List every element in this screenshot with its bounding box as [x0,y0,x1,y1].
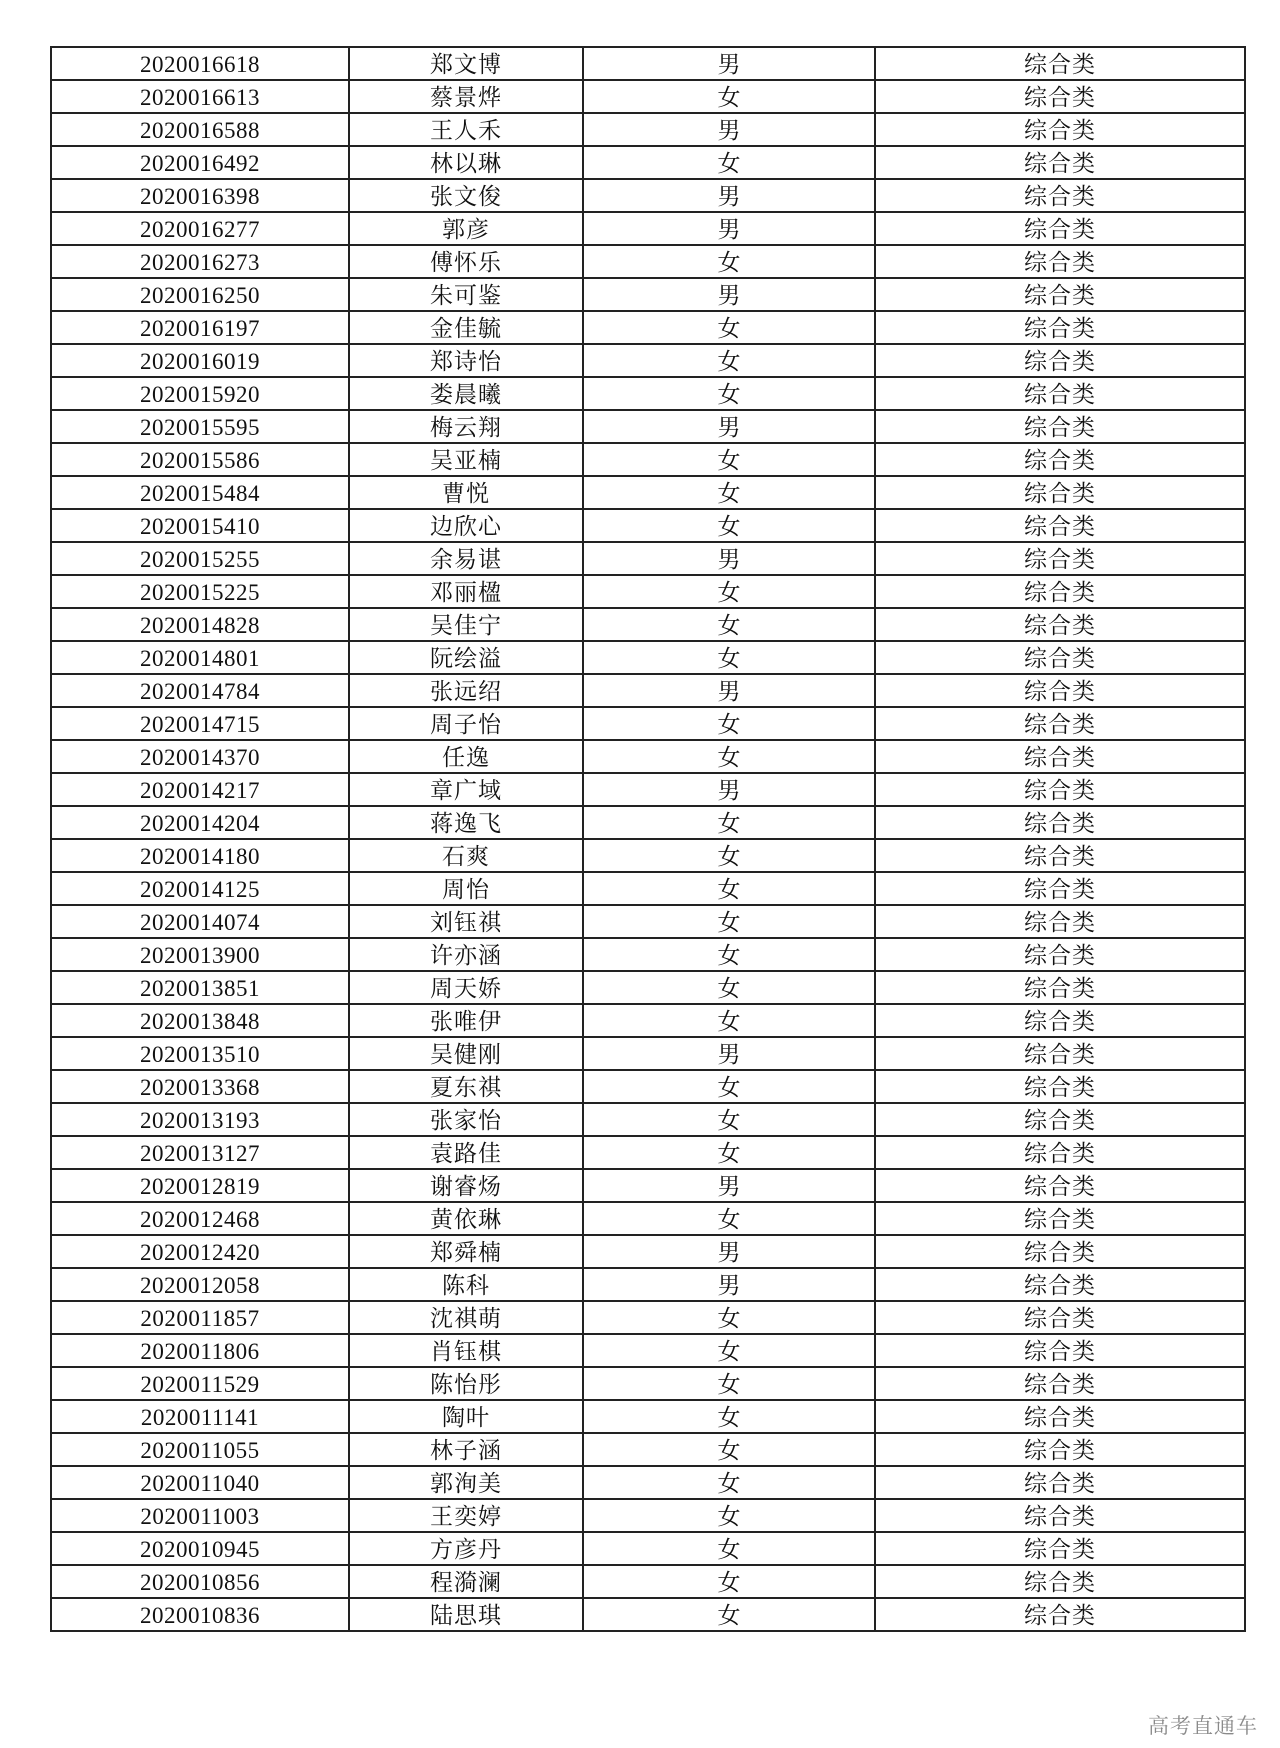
table-row [51,542,1245,575]
category-cell: 综合类 [875,1070,1245,1103]
table-row [51,80,1245,113]
watermark-text: 高考直通车 [1148,1714,1258,1738]
student-name-cell: 邓丽楹 [349,575,583,608]
category-cell: 综合类 [875,1169,1245,1202]
student-id-cell: 2020015225 [51,575,349,608]
student-id-cell: 2020015410 [51,509,349,542]
category-cell: 综合类 [875,1433,1245,1466]
table-row [51,1499,1245,1532]
gender-cell: 女 [583,938,875,971]
student-id-cell: 2020014217 [51,773,349,806]
gender-cell: 男 [583,1235,875,1268]
table-row [51,344,1245,377]
gender-cell: 男 [583,410,875,443]
gender-cell: 女 [583,1400,875,1433]
student-id-cell: 2020015920 [51,377,349,410]
gender-cell: 女 [583,1532,875,1565]
category-cell: 综合类 [875,377,1245,410]
student-name-cell: 梅云翔 [349,410,583,443]
student-id-cell: 2020016588 [51,113,349,146]
category-cell: 综合类 [875,740,1245,773]
student-id-cell: 2020011857 [51,1301,349,1334]
gender-cell: 女 [583,641,875,674]
gender-cell: 女 [583,806,875,839]
category-cell: 综合类 [875,1103,1245,1136]
student-name-cell: 吴健刚 [349,1037,583,1070]
student-id-cell: 2020015586 [51,443,349,476]
student-name-cell: 娄晨曦 [349,377,583,410]
table-row [51,476,1245,509]
student-name-cell: 阮绘溢 [349,641,583,674]
category-cell: 综合类 [875,1004,1245,1037]
gender-cell: 女 [583,377,875,410]
table-row [51,1202,1245,1235]
gender-cell: 男 [583,113,875,146]
gender-cell: 女 [583,1136,875,1169]
student-id-cell: 2020014828 [51,608,349,641]
category-cell: 综合类 [875,443,1245,476]
category-cell: 综合类 [875,1499,1245,1532]
student-id-cell: 2020011141 [51,1400,349,1433]
table-row [51,674,1245,707]
table-row [51,1169,1245,1202]
student-id-cell: 2020015595 [51,410,349,443]
gender-cell: 男 [583,1169,875,1202]
student-name-cell: 黄依琳 [349,1202,583,1235]
gender-cell: 女 [583,1565,875,1598]
student-id-cell: 2020011055 [51,1433,349,1466]
student-id-cell: 2020012819 [51,1169,349,1202]
table-row [51,278,1245,311]
table-row [51,641,1245,674]
table-row [51,740,1245,773]
student-name-cell: 肖钰棋 [349,1334,583,1367]
student-name-cell: 朱可鉴 [349,278,583,311]
category-cell: 综合类 [875,245,1245,278]
student-id-cell: 2020010856 [51,1565,349,1598]
student-id-cell: 2020012420 [51,1235,349,1268]
category-cell: 综合类 [875,1466,1245,1499]
student-id-cell: 2020014784 [51,674,349,707]
category-cell: 综合类 [875,1400,1245,1433]
gender-cell: 女 [583,839,875,872]
table-row [51,146,1245,179]
category-cell: 综合类 [875,1136,1245,1169]
table-row [51,1235,1245,1268]
student-name-cell: 任逸 [349,740,583,773]
student-name-cell: 谢睿炀 [349,1169,583,1202]
gender-cell: 男 [583,1268,875,1301]
table-row [51,311,1245,344]
student-name-cell: 石爽 [349,839,583,872]
student-id-cell: 2020016197 [51,311,349,344]
student-name-cell: 夏东祺 [349,1070,583,1103]
student-id-cell: 2020015484 [51,476,349,509]
gender-cell: 女 [583,608,875,641]
table-row [51,1268,1245,1301]
student-id-cell: 2020013127 [51,1136,349,1169]
student-id-cell: 2020013848 [51,1004,349,1037]
gender-cell: 男 [583,278,875,311]
roster-sheet [50,46,1240,1632]
category-cell: 综合类 [875,1334,1245,1367]
student-name-cell: 郑诗怡 [349,344,583,377]
student-id-cell: 2020016250 [51,278,349,311]
student-id-cell: 2020010945 [51,1532,349,1565]
gender-cell: 女 [583,740,875,773]
table-row [51,773,1245,806]
category-cell: 综合类 [875,806,1245,839]
student-id-cell: 2020016492 [51,146,349,179]
gender-cell: 男 [583,773,875,806]
table-row [51,245,1245,278]
gender-cell: 女 [583,1004,875,1037]
student-id-cell: 2020014125 [51,872,349,905]
category-cell: 综合类 [875,1037,1245,1070]
student-id-cell: 2020014180 [51,839,349,872]
student-id-cell: 2020016277 [51,212,349,245]
student-id-cell: 2020012468 [51,1202,349,1235]
table-row [51,839,1245,872]
student-name-cell: 林以琳 [349,146,583,179]
student-name-cell: 王奕婷 [349,1499,583,1532]
gender-cell: 女 [583,1499,875,1532]
gender-cell: 女 [583,443,875,476]
category-cell: 综合类 [875,1532,1245,1565]
gender-cell: 男 [583,179,875,212]
student-name-cell: 吴佳宁 [349,608,583,641]
category-cell: 综合类 [875,773,1245,806]
gender-cell: 男 [583,47,875,80]
table-row [51,1433,1245,1466]
gender-cell: 女 [583,245,875,278]
gender-cell: 女 [583,476,875,509]
table-row [51,410,1245,443]
category-cell: 综合类 [875,575,1245,608]
roster-table [50,46,1246,1632]
table-row [51,377,1245,410]
gender-cell: 女 [583,1334,875,1367]
student-id-cell: 2020011806 [51,1334,349,1367]
category-cell: 综合类 [875,1301,1245,1334]
student-name-cell: 金佳毓 [349,311,583,344]
category-cell: 综合类 [875,344,1245,377]
table-row [51,1136,1245,1169]
gender-cell: 女 [583,575,875,608]
gender-cell: 女 [583,971,875,1004]
gender-cell: 女 [583,509,875,542]
student-name-cell: 袁路佳 [349,1136,583,1169]
category-cell: 综合类 [875,1367,1245,1400]
category-cell: 综合类 [875,938,1245,971]
table-row [51,1103,1245,1136]
student-id-cell: 2020011529 [51,1367,349,1400]
table-row [51,707,1245,740]
student-id-cell: 2020014204 [51,806,349,839]
gender-cell: 女 [583,1598,875,1631]
student-id-cell: 2020013368 [51,1070,349,1103]
category-cell: 综合类 [875,542,1245,575]
gender-cell: 女 [583,1202,875,1235]
student-name-cell: 章广域 [349,773,583,806]
student-id-cell: 2020012058 [51,1268,349,1301]
gender-cell: 女 [583,1367,875,1400]
student-id-cell: 2020013510 [51,1037,349,1070]
table-row [51,1367,1245,1400]
gender-cell: 女 [583,905,875,938]
table-row [51,1004,1245,1037]
category-cell: 综合类 [875,509,1245,542]
category-cell: 综合类 [875,278,1245,311]
student-name-cell: 张家怡 [349,1103,583,1136]
student-id-cell: 2020011040 [51,1466,349,1499]
student-name-cell: 张文俊 [349,179,583,212]
table-row [51,905,1245,938]
category-cell: 综合类 [875,80,1245,113]
table-row [51,938,1245,971]
category-cell: 综合类 [875,179,1245,212]
table-row [51,179,1245,212]
category-cell: 综合类 [875,707,1245,740]
gender-cell: 女 [583,707,875,740]
student-id-cell: 2020016613 [51,80,349,113]
student-name-cell: 陈怡彤 [349,1367,583,1400]
student-name-cell: 沈祺萌 [349,1301,583,1334]
student-name-cell: 张唯伊 [349,1004,583,1037]
table-row [51,1532,1245,1565]
table-row [51,1334,1245,1367]
gender-cell: 女 [583,1103,875,1136]
table-row [51,47,1245,80]
student-id-cell: 2020013851 [51,971,349,1004]
table-row [51,806,1245,839]
student-name-cell: 边欣心 [349,509,583,542]
student-name-cell: 林子涵 [349,1433,583,1466]
category-cell: 综合类 [875,971,1245,1004]
gender-cell: 男 [583,212,875,245]
table-row [51,113,1245,146]
table-row [51,971,1245,1004]
student-name-cell: 余易谌 [349,542,583,575]
category-cell: 综合类 [875,1598,1245,1631]
category-cell: 综合类 [875,212,1245,245]
student-name-cell: 郭洵美 [349,1466,583,1499]
student-id-cell: 2020016273 [51,245,349,278]
category-cell: 综合类 [875,311,1245,344]
student-name-cell: 蒋逸飞 [349,806,583,839]
student-name-cell: 周怡 [349,872,583,905]
table-row [51,872,1245,905]
student-id-cell: 2020010836 [51,1598,349,1631]
student-id-cell: 2020016398 [51,179,349,212]
student-name-cell: 王人禾 [349,113,583,146]
category-cell: 综合类 [875,146,1245,179]
category-cell: 综合类 [875,1202,1245,1235]
student-id-cell: 2020014715 [51,707,349,740]
table-row [51,509,1245,542]
category-cell: 综合类 [875,674,1245,707]
student-name-cell: 傅怀乐 [349,245,583,278]
category-cell: 综合类 [875,47,1245,80]
student-name-cell: 陆思琪 [349,1598,583,1631]
gender-cell: 女 [583,146,875,179]
gender-cell: 女 [583,311,875,344]
student-name-cell: 陈科 [349,1268,583,1301]
gender-cell: 男 [583,542,875,575]
category-cell: 综合类 [875,410,1245,443]
gender-cell: 女 [583,1433,875,1466]
student-name-cell: 方彦丹 [349,1532,583,1565]
student-name-cell: 张远绍 [349,674,583,707]
gender-cell: 男 [583,1037,875,1070]
table-row [51,1565,1245,1598]
student-id-cell: 2020016019 [51,344,349,377]
student-name-cell: 程漪澜 [349,1565,583,1598]
student-name-cell: 曹悦 [349,476,583,509]
gender-cell: 女 [583,872,875,905]
student-id-cell: 2020015255 [51,542,349,575]
gender-cell: 男 [583,674,875,707]
student-name-cell: 吴亚楠 [349,443,583,476]
gender-cell: 女 [583,1301,875,1334]
table-row [51,443,1245,476]
gender-cell: 女 [583,1466,875,1499]
category-cell: 综合类 [875,113,1245,146]
gender-cell: 女 [583,80,875,113]
table-row [51,575,1245,608]
student-id-cell: 2020014370 [51,740,349,773]
gender-cell: 女 [583,1070,875,1103]
table-row [51,1037,1245,1070]
category-cell: 综合类 [875,839,1245,872]
category-cell: 综合类 [875,1268,1245,1301]
table-row [51,1400,1245,1433]
table-row [51,608,1245,641]
student-name-cell: 刘钰祺 [349,905,583,938]
category-cell: 综合类 [875,641,1245,674]
category-cell: 综合类 [875,1235,1245,1268]
student-name-cell: 周子怡 [349,707,583,740]
category-cell: 综合类 [875,872,1245,905]
student-id-cell: 2020014801 [51,641,349,674]
student-name-cell: 周天娇 [349,971,583,1004]
student-id-cell: 2020011003 [51,1499,349,1532]
roster-table-body [51,47,1245,1631]
table-row [51,1466,1245,1499]
table-row [51,1598,1245,1631]
category-cell: 综合类 [875,1565,1245,1598]
student-id-cell: 2020013900 [51,938,349,971]
student-name-cell: 许亦涵 [349,938,583,971]
student-name-cell: 蔡景烨 [349,80,583,113]
student-name-cell: 郭彦 [349,212,583,245]
table-row [51,1301,1245,1334]
student-name-cell: 郑舜楠 [349,1235,583,1268]
category-cell: 综合类 [875,476,1245,509]
student-id-cell: 2020013193 [51,1103,349,1136]
table-row [51,1070,1245,1103]
student-name-cell: 陶叶 [349,1400,583,1433]
student-id-cell: 2020014074 [51,905,349,938]
student-id-cell: 2020016618 [51,47,349,80]
student-name-cell: 郑文博 [349,47,583,80]
gender-cell: 女 [583,344,875,377]
category-cell: 综合类 [875,608,1245,641]
category-cell: 综合类 [875,905,1245,938]
table-row [51,212,1245,245]
